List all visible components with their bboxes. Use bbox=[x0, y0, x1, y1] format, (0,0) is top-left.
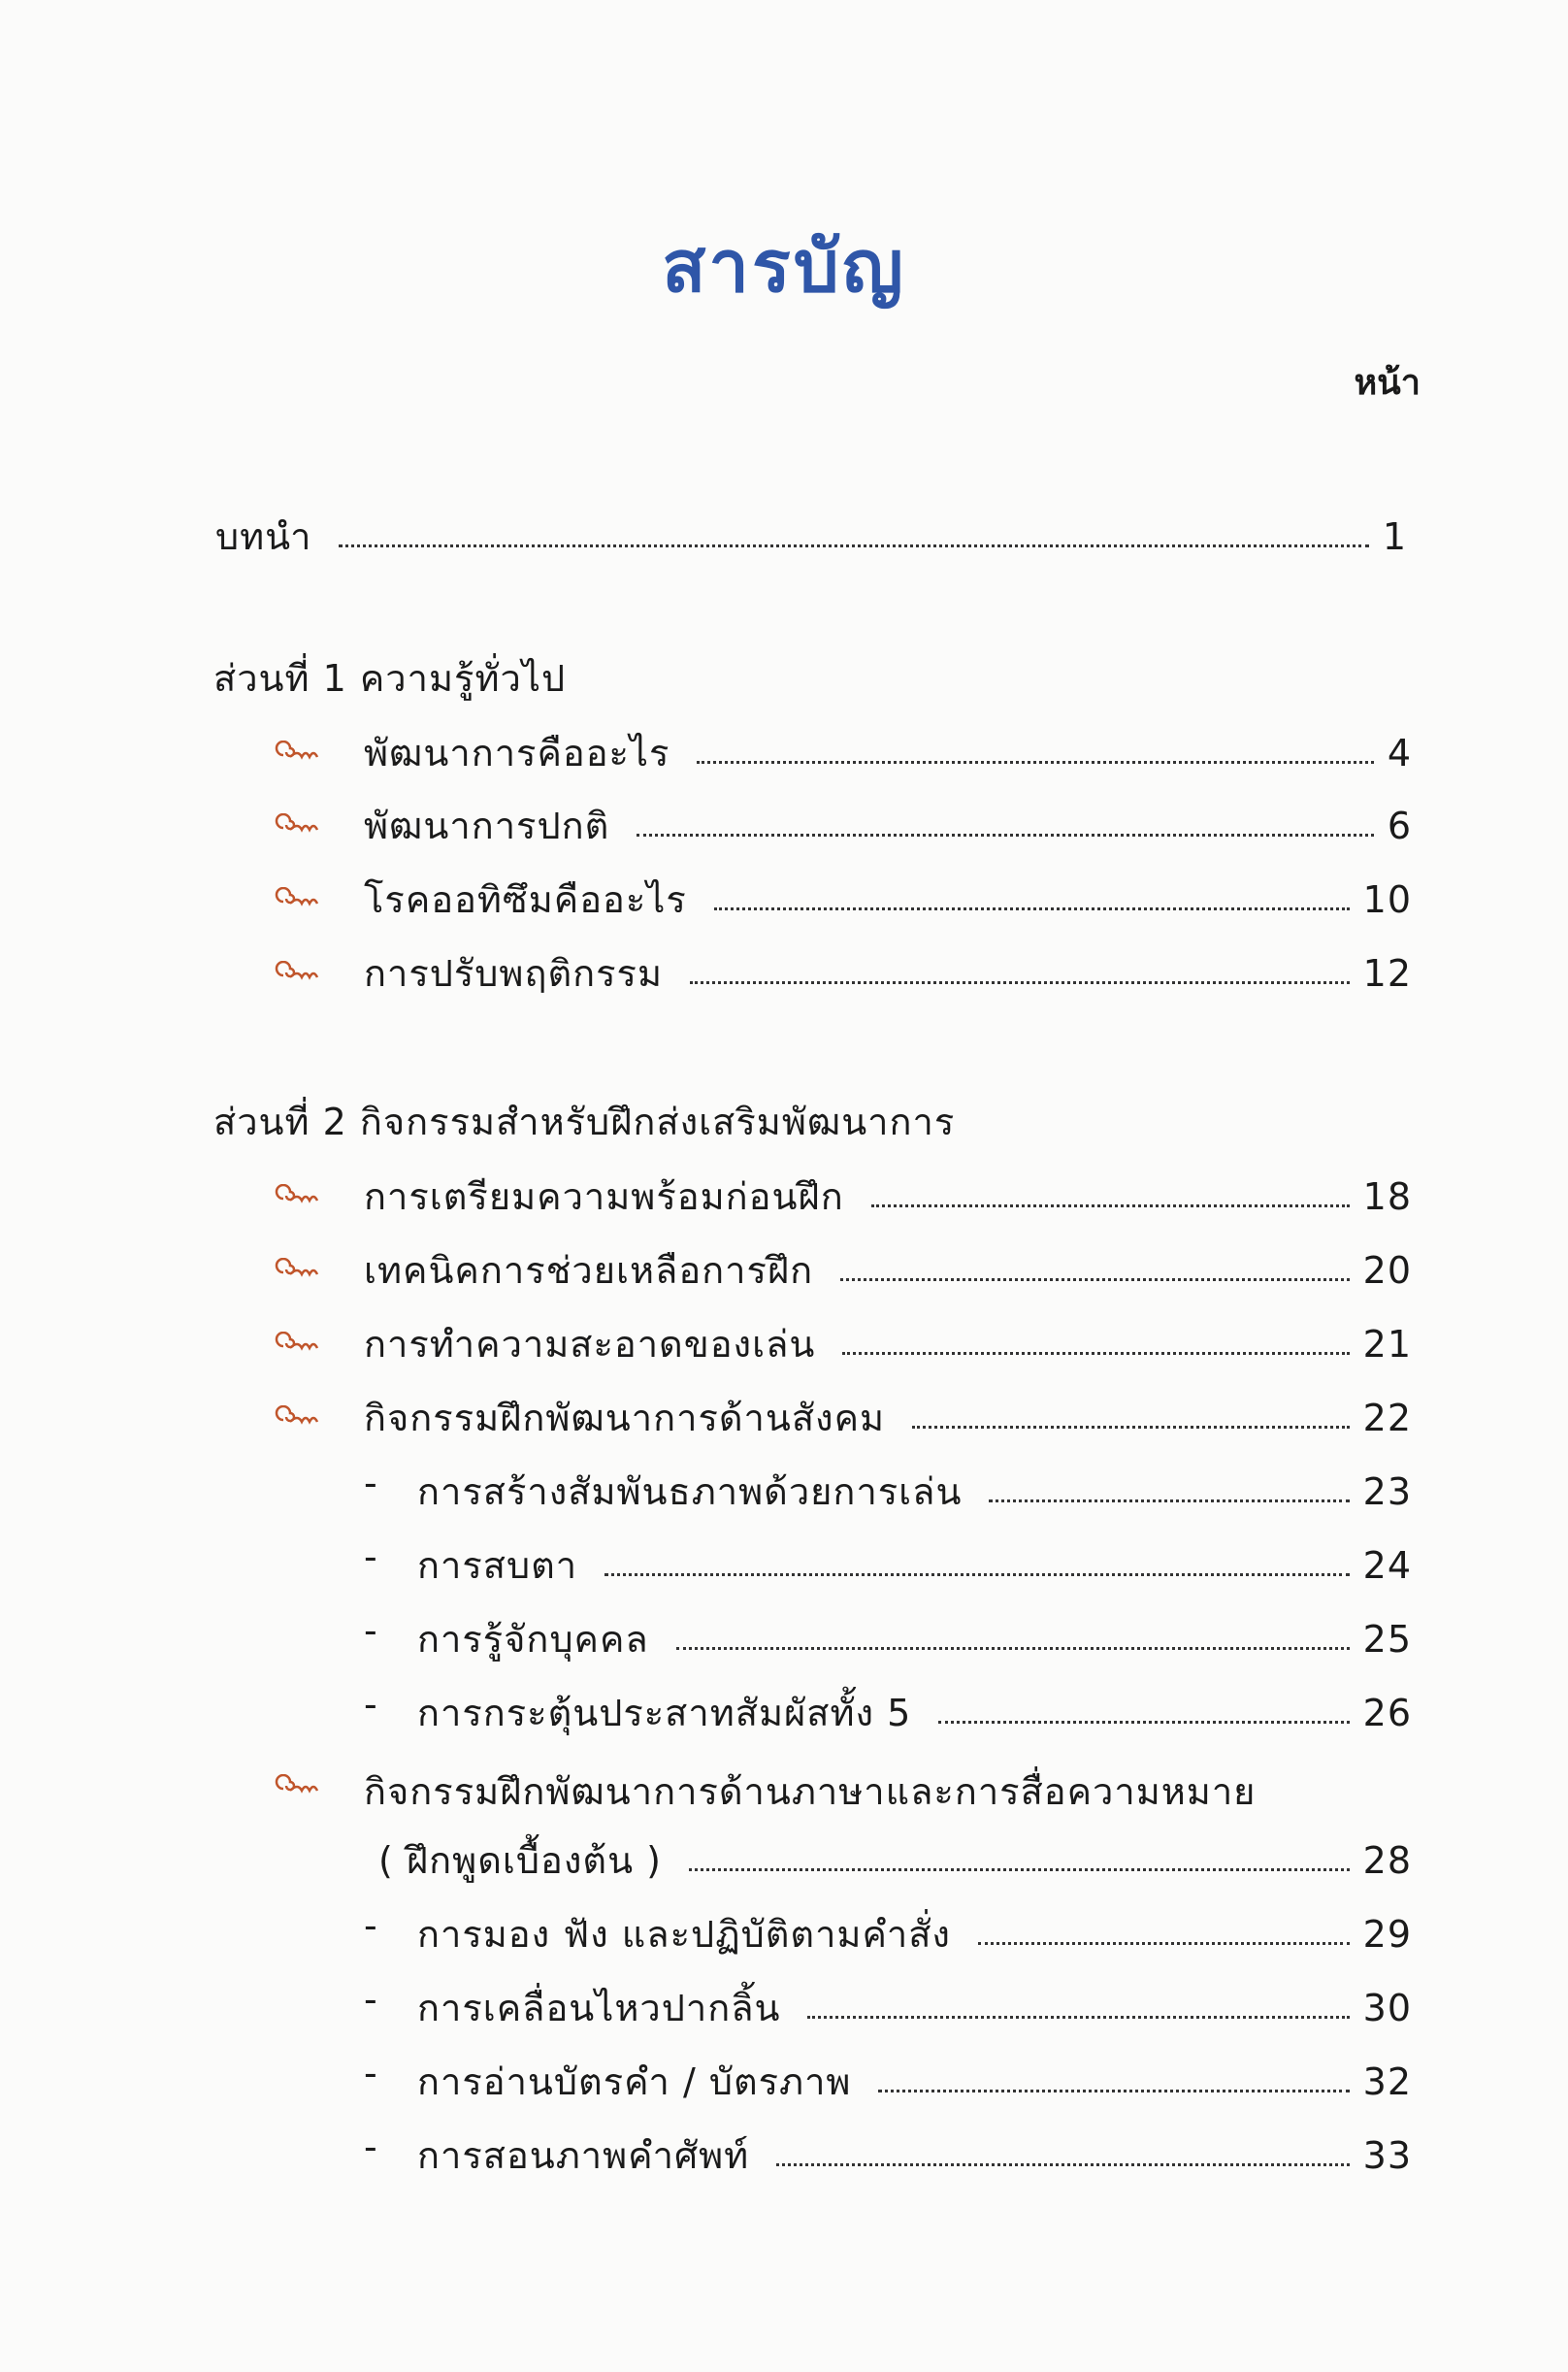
dash-marker: - bbox=[364, 2125, 377, 2168]
toc-subentry[interactable] bbox=[417, 1462, 1412, 1520]
toc-subentry[interactable] bbox=[417, 1683, 1412, 1741]
dot-leader bbox=[714, 907, 1350, 910]
swirl-bullet-icon bbox=[274, 1184, 322, 1213]
toc-entry[interactable] bbox=[364, 943, 1412, 1002]
toc-entry-page: 21 bbox=[1362, 1323, 1412, 1366]
swirl-bullet-icon bbox=[274, 1258, 322, 1287]
swirl-bullet-icon bbox=[274, 1405, 322, 1434]
toc-entry-label: การเคลื่อนไหวปากลิ้น bbox=[417, 1987, 781, 2029]
toc-subentry[interactable] bbox=[417, 2052, 1412, 2110]
dot-leader bbox=[676, 1647, 1350, 1650]
dot-leader bbox=[878, 2090, 1349, 2092]
toc-entry-page: 32 bbox=[1362, 2060, 1412, 2103]
toc-entry-label: การรู้จักบุคคล bbox=[417, 1618, 649, 1661]
toc-entry-label: พัฒนาการปกติ bbox=[364, 805, 610, 847]
section-heading-part1: ส่วนที่ 1 ความรู้ทั่วไป bbox=[213, 657, 567, 700]
toc-entry-label: การเตรียมความพร้อมก่อนฝึก bbox=[364, 1175, 844, 1218]
toc-entry[interactable] bbox=[364, 796, 1412, 854]
dot-leader bbox=[697, 761, 1373, 764]
dot-leader bbox=[637, 834, 1374, 837]
toc-entry-page: 18 bbox=[1362, 1175, 1412, 1218]
dot-leader bbox=[776, 2163, 1349, 2166]
toc-entry-page: 23 bbox=[1362, 1470, 1412, 1513]
toc-entry-label: พัฒนาการคืออะไร bbox=[364, 732, 670, 774]
toc-entry-label: โรคออทิซึมคืออะไร bbox=[364, 878, 687, 921]
toc-subentry[interactable] bbox=[417, 1535, 1412, 1594]
toc-entry-page: 6 bbox=[1387, 805, 1412, 847]
toc-entry-page: 22 bbox=[1362, 1397, 1412, 1439]
dot-leader bbox=[339, 544, 1368, 547]
dot-leader bbox=[690, 981, 1350, 984]
toc-subentry[interactable] bbox=[417, 1978, 1412, 2036]
toc-entry-label: กิจกรรมฝึกพัฒนาการด้านสังคม bbox=[364, 1397, 886, 1439]
toc-entry-page: 26 bbox=[1362, 1692, 1412, 1734]
toc-entry-intro[interactable] bbox=[215, 507, 1407, 565]
toc-entry-label: การอ่านบัตรคำ / บัตรภาพ bbox=[417, 2060, 852, 2103]
swirl-bullet-icon bbox=[274, 741, 322, 770]
toc-entry[interactable] bbox=[364, 870, 1412, 928]
dash-marker: - bbox=[364, 1978, 377, 2021]
section-heading-part2: ส่วนที่ 2 กิจกรรมสำหรับฝึกส่งเสริมพัฒนาการ bbox=[213, 1101, 956, 1143]
toc-entry-label-line2: ( ฝึกพูดเบื้องต้น ) bbox=[378, 1839, 662, 1882]
dot-leader bbox=[978, 1942, 1350, 1945]
toc-entry-page: 12 bbox=[1362, 952, 1412, 995]
toc-entry-page: 24 bbox=[1362, 1544, 1412, 1587]
dash-marker: - bbox=[364, 1683, 377, 1726]
dash-marker: - bbox=[364, 2052, 377, 2094]
toc-entry-page: 25 bbox=[1362, 1618, 1412, 1661]
toc-entry[interactable] bbox=[364, 723, 1412, 781]
toc-entry-label: การกระตุ้นประสาทสัมผัสทั้ง 5 bbox=[417, 1692, 912, 1734]
dot-leader bbox=[989, 1499, 1349, 1502]
toc-entry[interactable] bbox=[364, 1314, 1412, 1372]
dash-marker: - bbox=[364, 1462, 377, 1504]
toc-entry-label: การทำความสะอาดของเล่น bbox=[364, 1323, 816, 1366]
toc-entry-page: 1 bbox=[1382, 515, 1407, 558]
toc-entry-label: บทนำ bbox=[215, 515, 312, 558]
swirl-bullet-icon bbox=[274, 813, 322, 842]
swirl-bullet-icon bbox=[274, 1332, 322, 1361]
toc-subentry[interactable] bbox=[417, 2125, 1412, 2184]
toc-subentry[interactable] bbox=[417, 1609, 1412, 1667]
toc-entry[interactable] bbox=[378, 1830, 1412, 1889]
toc-title: สารบัญ bbox=[662, 225, 906, 309]
toc-entry-page: 30 bbox=[1362, 1987, 1412, 2029]
dot-leader bbox=[807, 2016, 1349, 2019]
dot-leader bbox=[840, 1278, 1349, 1281]
page-column-header: หน้า bbox=[1354, 363, 1421, 403]
toc-entry-page: 33 bbox=[1362, 2134, 1412, 2177]
toc-entry-label-line1[interactable]: กิจกรรมฝึกพัฒนาการด้านภาษาและการสื่อความหมาย bbox=[364, 1770, 1257, 1813]
toc-entry-page: 20 bbox=[1362, 1249, 1412, 1292]
dot-leader bbox=[871, 1204, 1350, 1207]
toc-entry-label: เทคนิคการช่วยเหลือการฝึก bbox=[364, 1249, 814, 1292]
toc-entry-page: 29 bbox=[1362, 1913, 1412, 1956]
toc-entry-label: การมอง ฟัง และปฏิบัติตามคำสั่ง bbox=[417, 1913, 951, 1956]
toc-entry[interactable] bbox=[364, 1240, 1412, 1299]
toc-entry-page: 4 bbox=[1387, 732, 1412, 774]
toc-entry-page: 10 bbox=[1362, 878, 1412, 921]
swirl-bullet-icon bbox=[274, 887, 322, 916]
dot-leader bbox=[689, 1868, 1350, 1871]
swirl-bullet-icon bbox=[274, 1774, 322, 1803]
dot-leader bbox=[842, 1352, 1349, 1355]
toc-subentry[interactable] bbox=[417, 1904, 1412, 1962]
toc-entry[interactable] bbox=[364, 1167, 1412, 1225]
swirl-bullet-icon bbox=[274, 961, 322, 990]
toc-entry-page: 28 bbox=[1362, 1839, 1412, 1882]
dash-marker: - bbox=[364, 1609, 377, 1652]
toc-entry[interactable] bbox=[364, 1388, 1412, 1446]
dot-leader bbox=[912, 1426, 1350, 1429]
dash-marker: - bbox=[364, 1535, 377, 1578]
dash-marker: - bbox=[364, 1904, 377, 1947]
dot-leader bbox=[938, 1721, 1349, 1724]
toc-entry-label: การสบตา bbox=[417, 1544, 578, 1587]
toc-entry-label: การสอนภาพคำศัพท์ bbox=[417, 2134, 750, 2177]
toc-entry-label: การปรับพฤติกรรม bbox=[364, 952, 664, 995]
dot-leader bbox=[604, 1573, 1350, 1576]
toc-entry-label: การสร้างสัมพันธภาพด้วยการเล่น bbox=[417, 1470, 963, 1513]
